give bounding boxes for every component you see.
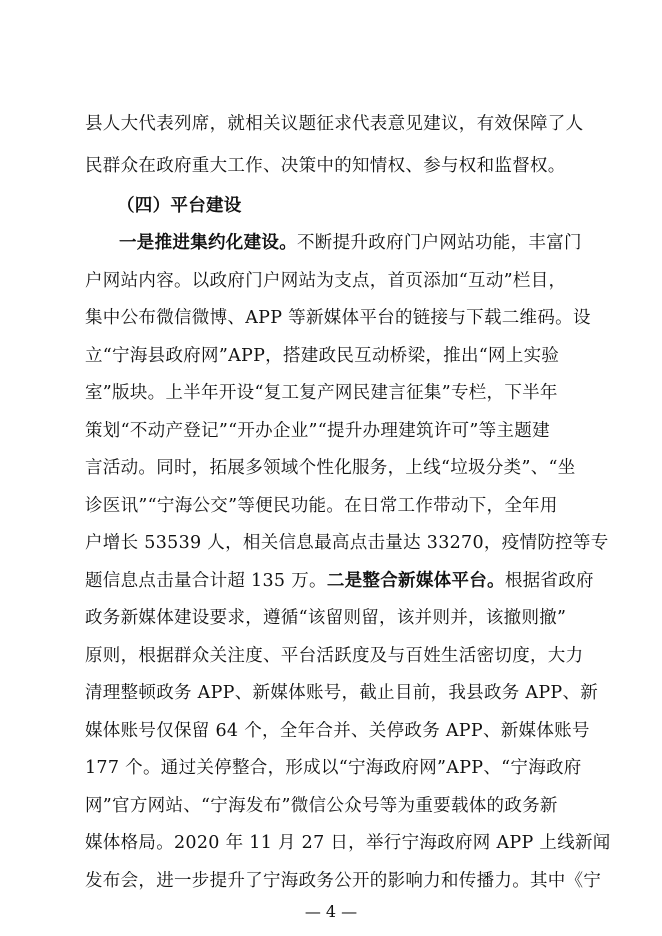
paragraph-line	[85, 155, 585, 177]
line-text: 根据省政府	[504, 571, 594, 591]
line-text: 诊医讯”“宁海公交”等便民功能。在日常工作带动下，全年用	[85, 496, 558, 516]
paragraph-line	[85, 495, 585, 517]
paragraph-line	[85, 795, 585, 817]
line-text: 户网站内容。以政府门户网站为支点，首页添加“互动”栏目，	[85, 271, 567, 291]
line-text: 177 个。通过关停整合，形成以“宁海政府网”APP、“宁海政府	[85, 758, 582, 778]
paragraph-line	[85, 757, 585, 779]
paragraph-line	[85, 607, 585, 629]
paragraph-line	[85, 832, 611, 854]
paragraph-line	[85, 345, 585, 367]
paragraph-line	[85, 720, 590, 742]
paragraph-line	[85, 682, 599, 704]
paragraph-line	[85, 532, 609, 554]
line-text: 清理整顿政务 APP、新媒体账号，截止目前，我县政务 APP、新	[85, 683, 599, 703]
line-text: 媒体账号仅保留 64 个，全年合并、关停政务 APP、新媒体账号	[85, 721, 590, 741]
paragraph-line	[85, 307, 591, 329]
paragraph-line	[85, 270, 585, 292]
line-text: 网”官方网站、“宁海发布”微信公众号等为重要载体的政务新	[85, 796, 558, 816]
bold-lead-text: 一是推进集约化建设。	[119, 233, 297, 253]
line-text: 县人大代表列席，就相关议题征求代表意见建议，有效保障了人	[85, 114, 584, 134]
line-text: 言活动。同时，拓展多领域个性化服务，上线“垃圾分类”、“坐	[85, 458, 576, 478]
line-text: 户增长 53539 人，相关信息最高点击量达 33270，疫情防控等专	[85, 533, 609, 553]
paragraph-line	[85, 420, 585, 442]
line-text: 媒体格局。2020 年 11 月 27 日，举行宁海政府网 APP 上线新闻	[85, 833, 611, 853]
paragraph-line	[85, 870, 602, 892]
line-text: 策划“不动产登记”“开办企业”“提升办理建筑许可”等主题建	[85, 421, 550, 441]
line-text: 发布会，进一步提升了宁海政务公开的影响力和传播力。其中《宁	[85, 871, 602, 891]
line-text: 不断提升政府门户网站功能，丰富门	[297, 233, 582, 253]
paragraph-line	[85, 457, 585, 479]
section-heading	[117, 195, 617, 217]
line-text: 民群众在政府重大工作、决策中的知情权、参与权和监督权。	[85, 156, 566, 176]
paragraph-line	[85, 382, 585, 404]
paragraph-line	[85, 113, 585, 135]
bold-lead-text: 二是整合新媒体平台。	[326, 571, 505, 591]
line-text: 原则，根据群众关注度、平台活跃度及与百姓生活密切度，大力	[85, 646, 584, 666]
line-text: 立“宁海县政府网”APP，搭建政民互动桥梁，推出“网上实验	[85, 346, 560, 366]
paragraph-line	[85, 232, 585, 254]
section-heading-text: （四）平台建设	[117, 196, 242, 216]
paragraph-line	[85, 645, 585, 667]
line-text: 室”版块。上半年开设“复工复产网民建言征集”专栏，下半年	[85, 383, 558, 403]
paragraph-line	[85, 570, 594, 592]
line-text: 政务新媒体建设要求，遵循“该留则留，该并则并，该撤则撤”	[85, 608, 567, 628]
line-text: 集中公布微信微博、APP 等新媒体平台的链接与下载二维码。设	[85, 308, 591, 328]
page-number: — 4 —	[304, 902, 358, 921]
line-text: 题信息点击量合计超 135 万。	[85, 571, 327, 591]
